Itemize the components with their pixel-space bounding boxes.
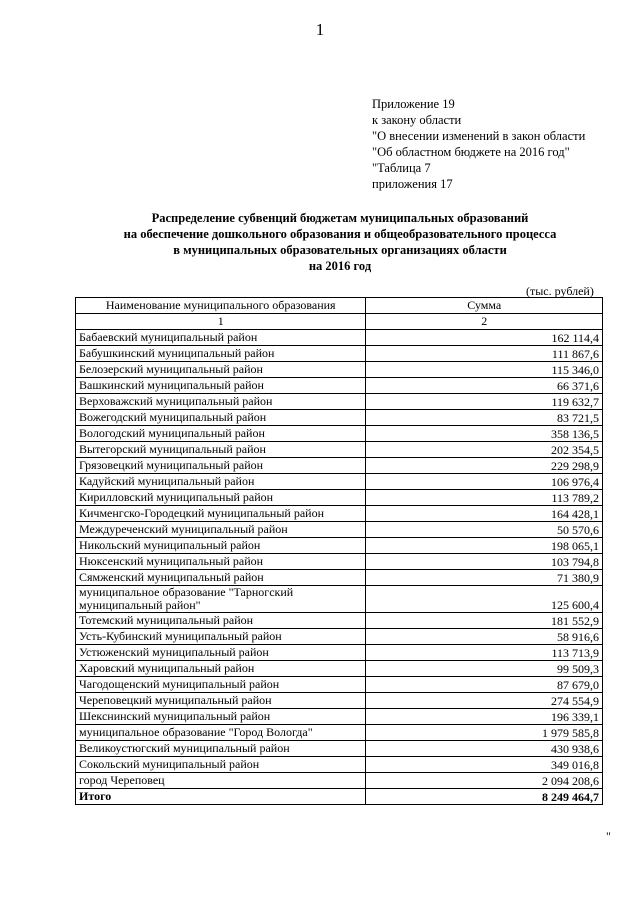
- subvention-amount: 106 976,4: [366, 474, 603, 490]
- municipality-name: Сямженский муниципальный район: [76, 570, 366, 586]
- title-line: на обеспечение дошкольного образования и общеобразовательного процесса: [123, 227, 557, 241]
- municipality-name: Верховажский муниципальный район: [76, 394, 366, 410]
- table-row: [76, 586, 603, 613]
- subvention-amount: 358 136,5: [366, 426, 603, 442]
- table-header-row: [76, 298, 603, 314]
- municipality-name: Нюксенский муниципальный район: [76, 554, 366, 570]
- table-row: [76, 442, 603, 458]
- appendix-line: к закону области: [372, 113, 462, 127]
- municipality-name: Кадуйский муниципальный район: [76, 474, 366, 490]
- subvention-amount: 181 552,9: [366, 613, 603, 629]
- table-row: [76, 709, 603, 725]
- table-row: [76, 570, 603, 586]
- municipality-name: Шекснинский муниципальный район: [76, 709, 366, 725]
- municipality-name: Кирилловский муниципальный район: [76, 490, 366, 506]
- table-row: [76, 538, 603, 554]
- table-row: [76, 725, 603, 741]
- subvention-amount: 103 794,8: [366, 554, 603, 570]
- table-row: [76, 378, 603, 394]
- table-row: [76, 757, 603, 773]
- header-amount: Сумма: [366, 298, 603, 314]
- units-label: (тыс. рублей): [526, 284, 594, 298]
- subvention-amount: 111 867,6: [366, 346, 603, 362]
- municipality-name: Грязовецкий муниципальный район: [76, 458, 366, 474]
- table-row: [76, 677, 603, 693]
- subvention-amount: 196 339,1: [366, 709, 603, 725]
- total-row: [76, 789, 603, 805]
- municipality-name: Бабушкинский муниципальный район: [76, 346, 366, 362]
- table-row: [76, 426, 603, 442]
- appendix-line: Приложение 19: [372, 97, 455, 111]
- subvention-amount: 119 632,7: [366, 394, 603, 410]
- table-row: [76, 554, 603, 570]
- column-number-row: [76, 314, 603, 330]
- subvention-amount: 113 713,9: [366, 645, 603, 661]
- municipality-name: Вытегорский муниципальный район: [76, 442, 366, 458]
- table-row: [76, 330, 603, 346]
- subvention-amount: 66 371,6: [366, 378, 603, 394]
- table-row: [76, 490, 603, 506]
- column-number: 2: [366, 314, 603, 330]
- municipality-name: Устюженский муниципальный район: [76, 645, 366, 661]
- column-number: 1: [76, 314, 366, 330]
- table-row: [76, 522, 603, 538]
- municipality-name: Великоустюгский муниципальный район: [76, 741, 366, 757]
- subvention-amount: 58 916,6: [366, 629, 603, 645]
- subvention-amount: 202 354,5: [366, 442, 603, 458]
- subvention-amount: 274 554,9: [366, 693, 603, 709]
- table-row: [76, 613, 603, 629]
- municipality-name: Череповецкий муниципальный район: [76, 693, 366, 709]
- table-row: [76, 458, 603, 474]
- municipality-name: Вожегодский муниципальный район: [76, 410, 366, 426]
- appendix-line: приложения 17: [372, 177, 453, 191]
- table-row: [76, 362, 603, 378]
- municipality-name: Белозерский муниципальный район: [76, 362, 366, 378]
- closing-quote: ": [606, 829, 611, 843]
- subvention-amount: 99 509,3: [366, 661, 603, 677]
- subvention-amount: 198 065,1: [366, 538, 603, 554]
- municipality-name: Тотемский муниципальный район: [76, 613, 366, 629]
- municipality-name: Вашкинский муниципальный район: [76, 378, 366, 394]
- subvention-amount: 50 570,6: [366, 522, 603, 538]
- subvention-amount: 113 789,2: [366, 490, 603, 506]
- subvention-amount: 430 938,6: [366, 741, 603, 757]
- document-title: [60, 210, 620, 274]
- table-row: [76, 773, 603, 789]
- table-row: [76, 741, 603, 757]
- municipality-name: муниципальное образование "Тарногский муниципальный район": [76, 586, 366, 613]
- header-name: Наименование муниципального образования: [76, 298, 366, 314]
- subvention-amount: 125 600,4: [366, 586, 603, 613]
- municipality-name: муниципальное образование "Город Вологда": [76, 725, 366, 741]
- subvention-amount: 229 298,9: [366, 458, 603, 474]
- municipality-name: Харовский муниципальный район: [76, 661, 366, 677]
- table-row: [76, 410, 603, 426]
- appendix-line: "О внесении изменений в закон области: [372, 129, 586, 143]
- table-row: [76, 661, 603, 677]
- title-line: на 2016 год: [308, 259, 372, 273]
- subvention-amount: 87 679,0: [366, 677, 603, 693]
- municipality-name: Сокольский муниципальный район: [76, 757, 366, 773]
- appendix-line: "Таблица 7: [372, 161, 431, 175]
- total-amount: 8 249 464,7: [366, 789, 603, 805]
- subvention-amount: 349 016,8: [366, 757, 603, 773]
- table-row: [76, 474, 603, 490]
- table-row: [76, 693, 603, 709]
- title-line: Распределение субвенций бюджетам муниципальных образований: [151, 211, 529, 225]
- municipality-name: Междуреченский муниципальный район: [76, 522, 366, 538]
- appendix-line: "Об областном бюджете на 2016 год": [372, 145, 570, 159]
- table-row: [76, 629, 603, 645]
- municipality-name: Усть-Кубинский муниципальный район: [76, 629, 366, 645]
- municipality-name: Бабаевский муниципальный район: [76, 330, 366, 346]
- subvention-amount: 71 380,9: [366, 570, 603, 586]
- appendix-header: [372, 96, 585, 192]
- subvention-amount: 162 114,4: [366, 330, 603, 346]
- table-row: [76, 394, 603, 410]
- page-number: 1: [315, 20, 325, 39]
- subvention-amount: 83 721,5: [366, 410, 603, 426]
- subvention-amount: 2 094 208,6: [366, 773, 603, 789]
- municipality-name: Вологодский муниципальный район: [76, 426, 366, 442]
- table-row: [76, 506, 603, 522]
- title-line: в муниципальных образовательных организациях области: [173, 243, 507, 257]
- municipality-name: город Череповец: [76, 773, 366, 789]
- total-label: Итого: [76, 789, 366, 805]
- subvention-amount: 1 979 585,8: [366, 725, 603, 741]
- municipality-name: Никольский муниципальный район: [76, 538, 366, 554]
- table-row: [76, 645, 603, 661]
- distribution-table: [75, 297, 603, 805]
- table-row: [76, 346, 603, 362]
- subvention-amount: 115 346,0: [366, 362, 603, 378]
- municipality-name: Чагодощенский муниципальный район: [76, 677, 366, 693]
- municipality-name: Кичменгско-Городецкий муниципальный район: [76, 506, 366, 522]
- subvention-amount: 164 428,1: [366, 506, 603, 522]
